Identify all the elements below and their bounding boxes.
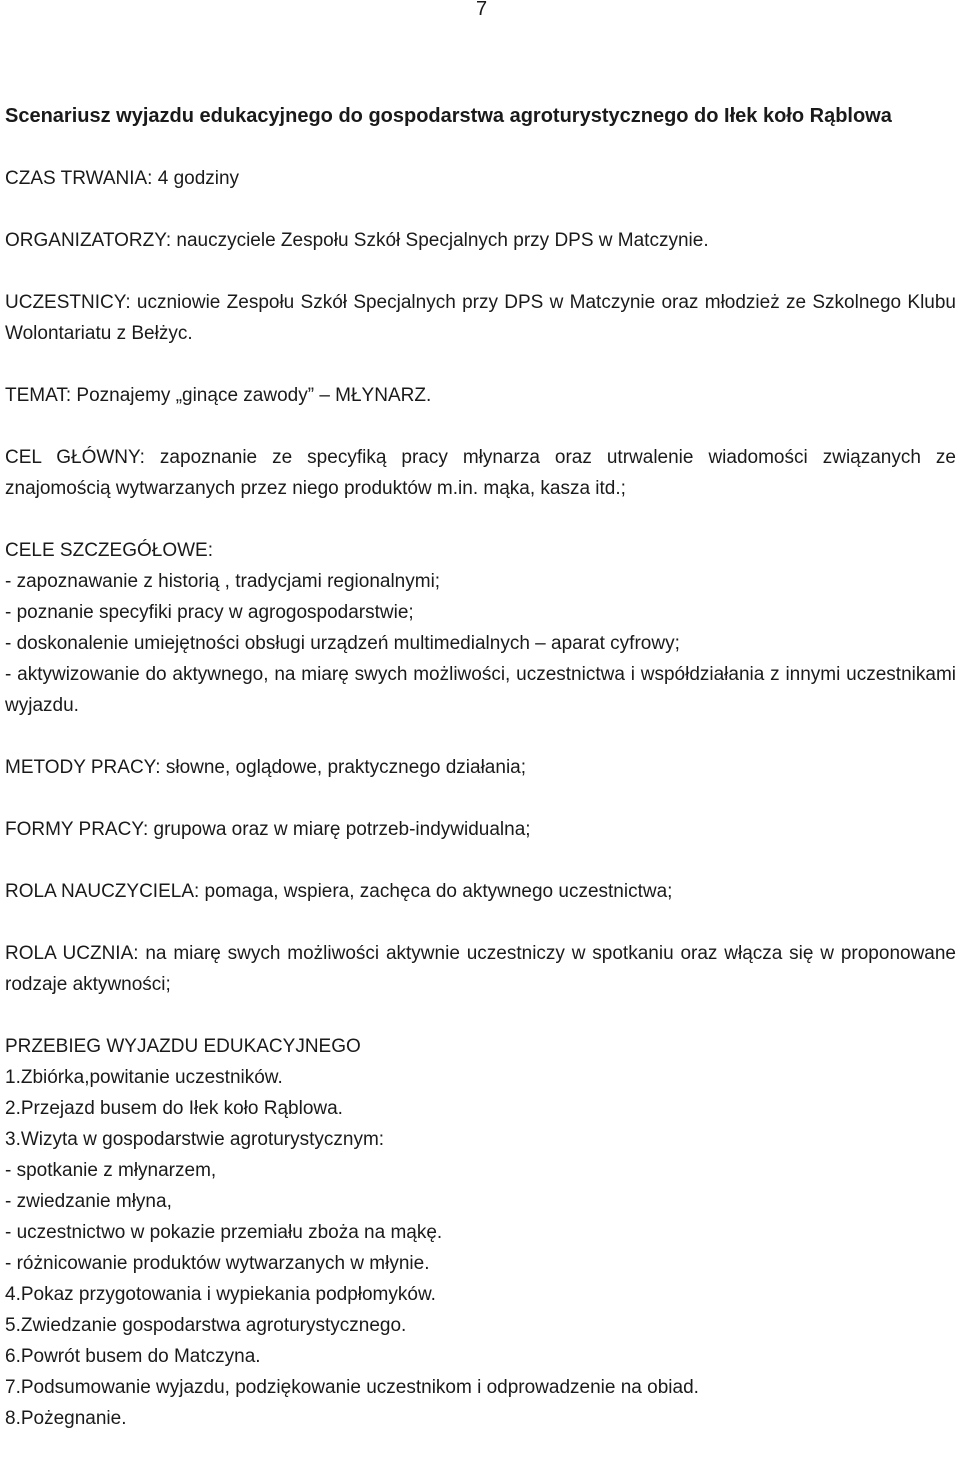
- przebieg-list: [5, 1062, 956, 1434]
- metody-pracy: METODY PRACY: słowne, oglądowe, praktycznego działania;: [5, 757, 527, 778]
- list-item: - zapoznawanie z historią , tradycjami regionalnymi;: [5, 571, 441, 592]
- list-item: - różnicowanie produktów wytwarzanych w młynie.: [5, 1253, 430, 1274]
- list-item: - zwiedzanie młyna,: [5, 1191, 172, 1212]
- list-item: - spotkanie z młynarzem,: [5, 1160, 217, 1181]
- cel-glowny: CEL GŁÓWNY: zapoznanie ze specyfiką pracy młynarza oraz utrwalenie wiadomości związanych ze znajomością wytwarzanych przez niego produktów m.in. mąka, kasza itd.;: [5, 447, 956, 499]
- page-number: 7: [476, 0, 488, 20]
- rola-ucznia: ROLA UCZNIA: na miarę swych możliwości aktywnie uczestniczy w spotkaniu oraz włącza się w proponowane rodzaje aktywności;: [5, 943, 956, 995]
- list-item: - uczestnictwo w pokazie przemiału zboża na mąkę.: [5, 1222, 443, 1243]
- temat: TEMAT: Poznajemy „ginące zawody” – MŁYNARZ.: [5, 385, 432, 406]
- list-item: 3.Wizyta w gospodarstwie agroturystycznym:: [5, 1129, 385, 1150]
- formy-pracy: FORMY PRACY: grupowa oraz w miarę potrzeb-indywidualna;: [5, 819, 531, 840]
- list-item: 6.Powrót busem do Matczyna.: [5, 1346, 261, 1367]
- organizatorzy: ORGANIZATORZY: nauczyciele Zespołu Szkół Specjalnych przy DPS w Matczynie.: [5, 230, 709, 251]
- list-item: 7.Podsumowanie wyjazdu, podziękowanie uczestnikom i odprowadzenie na obiad.: [5, 1377, 699, 1398]
- list-item: 8.Pożegnanie.: [5, 1408, 127, 1429]
- document-title: Scenariusz wyjazdu edukacyjnego do gospodarstwa agroturystycznego do Iłek koło Rąblowa: [5, 105, 892, 127]
- przebieg-heading: PRZEBIEG WYJAZDU EDUKACYJNEGO: [5, 1036, 361, 1057]
- rola-nauczyciela: ROLA NAUCZYCIELA: pomaga, wspiera, zachęca do aktywnego uczestnictwa;: [5, 881, 673, 902]
- list-item: - doskonalenie umiejętności obsługi urządzeń multimedialnych – aparat cyfrowy;: [5, 633, 680, 654]
- cele-szczegolowe-heading: CELE SZCZEGÓŁOWE:: [5, 540, 213, 561]
- list-item: 5.Zwiedzanie gospodarstwa agroturystycznego.: [5, 1315, 407, 1336]
- cele-szczegolowe-list: [5, 566, 956, 721]
- list-item: - aktywizowanie do aktywnego, na miarę swych możliwości, uczestnictwa i współdziałania z innymi uczestnikami wyjazdu.: [5, 664, 956, 716]
- list-item: 1.Zbiórka,powitanie uczestników.: [5, 1067, 283, 1088]
- list-item: 2.Przejazd busem do Iłek koło Rąblowa.: [5, 1098, 343, 1119]
- list-item: 4.Pokaz przygotowania i wypiekania podpłomyków.: [5, 1284, 436, 1305]
- document-body: [5, 101, 956, 1434]
- czas-trwania: CZAS TRWANIA: 4 godziny: [5, 168, 240, 189]
- uczestnicy: UCZESTNICY: uczniowie Zespołu Szkół Specjalnych przy DPS w Matczynie oraz młodzież ze Szkolnego Klubu Wolontariatu z Bełżyc.: [5, 292, 956, 344]
- list-item: - poznanie specyfiki pracy w agrogospodarstwie;: [5, 602, 414, 623]
